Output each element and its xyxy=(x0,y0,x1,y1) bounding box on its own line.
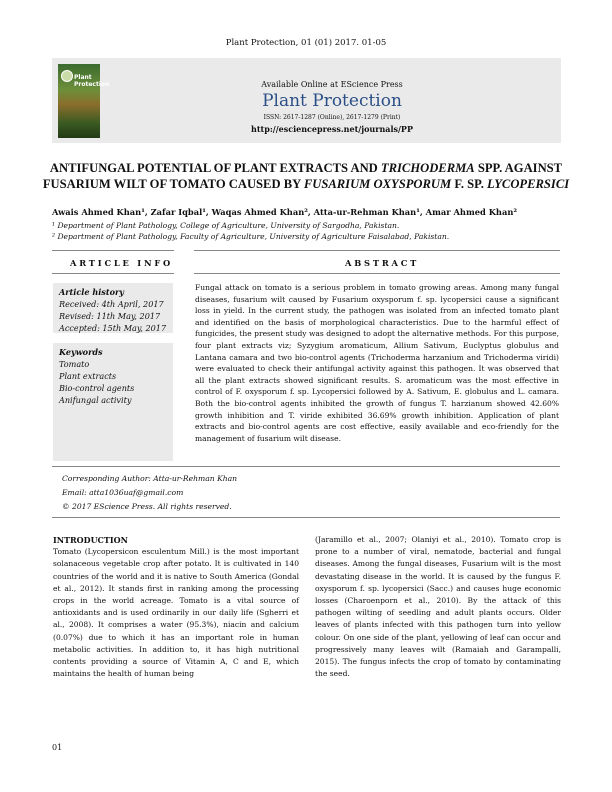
divider xyxy=(194,273,560,274)
cover-title: Plant Protection xyxy=(74,74,110,88)
revised-date: Revised: 11th May, 2017 xyxy=(59,311,161,321)
paper-title: ANTIFUNGAL POTENTIAL OF PLANT EXTRACTS AND TRICHODERMA SPP. AGAINST FUSARIUM WILT OF TOMATO CAUSED BY FUSARIUM OXYSPORUM F. SP. LYCOPERSICI xyxy=(42,161,570,191)
page-number: 01 xyxy=(52,743,63,752)
availability-note: Available Online at EScience Press xyxy=(261,80,403,89)
running-head: Plant Protection, 01 (01) 2017. 01-05 xyxy=(225,38,387,48)
keyword: Anifungal activity xyxy=(59,395,132,405)
divider xyxy=(194,250,560,251)
journal-url[interactable]: http://esciencepress.net/journals/PP xyxy=(251,124,413,134)
keyword: Tomato xyxy=(59,359,90,369)
introduction-column-right: (Jaramillo et al., 2007; Olaniyi et al., 2010). Tomato crop is prone to a number of viral, nematode, bacterial and fungal diseases. Among the fungal diseases, Fusarium wilt is the most devastating disease in the world. It is caused by the fungus F. oxysporum f. sp. lycopersici (Sacc.) and causes huge economic losses (Charoenporn et al., 2010). By the attack of this pathogen wilting of seedling and adult plants occurs. Older leaves of plants infected with this pathogen turn into yellow colour. On one side of the plant, yellowing of leaf can occur and progressively many leaves wilt (Ramaiah and Garampalli, 2015). The fungus infects the crop of tomato by contaminating the seed. xyxy=(315,535,561,679)
journal-title: Plant Protection xyxy=(262,91,402,111)
affiliation-1: ¹ Department of Plant Pathology, College of Agriculture, University of Sargodha, Pakistan. xyxy=(52,221,400,230)
corresponding-author: Corresponding Author: Atta-ur-Rehman Khan xyxy=(62,474,238,483)
keywords-heading: Keywords xyxy=(59,347,103,357)
abstract-text: Fungal attack on tomato is a serious problem in tomato growing areas. Among many fungal diseases, fusarium wilt caused by Fusarium oxysporum f. sp. lycopersici cause a significant loss in yield. In the current study, the pathogen was isolated from an infected tomato plant and identified on the basis of morphological characteristics. Due to the harmful effect of fungicides, the present study was designed to adopt the alternative methods. For this purpose, four plant extracts viz; Syzygium aromaticum, Allium Sativum, Euclyptus globulus and Lantana camara and two bio-control agents (Trichoderma harzanium and Trichoderma viridi) were evaluated to check their antifungal activity against this pathogen. It was observed that all the plant extracts showed significant results. S. aromaticum was the most effective in control of F. oxysporum f. sp. Lycopersici followed by A. Sativum, E. globulus and L. camara. Both the bio-control agents inhibited the growth of fungus T. harzianum showed 42.60% growth inhibition and T. viride exhibited 36.69% growth inhibition. Application of plant extracts and bio-control agents are cost effective, easily available and eco-friendly for the management of fusarium wilt disease. xyxy=(195,283,559,443)
divider xyxy=(52,250,174,251)
keyword: Bio-control agents xyxy=(59,383,135,393)
divider xyxy=(52,517,560,518)
received-date: Received: 4th April, 2017 xyxy=(59,299,164,309)
abstract-heading: ABSTRACT xyxy=(345,258,420,268)
keyword: Plant extracts xyxy=(59,371,117,381)
author-email[interactable]: Email: atta1036uaf@gmail.com xyxy=(62,488,184,497)
history-heading: Article history xyxy=(59,287,124,297)
journal-banner xyxy=(52,58,561,143)
copyright: © 2017 EScience Press. All rights reserved. xyxy=(62,502,232,511)
journal-cover-image xyxy=(58,64,110,138)
issn: ISSN: 2617-1287 (Online), 2617-1279 (Print) xyxy=(263,114,401,121)
introduction-heading: INTRODUCTION xyxy=(53,535,128,545)
author-list: Awais Ahmed Khan¹, Zafar Iqbal¹, Waqas Ahmed Khan², Atta-ur-Rehman Khan¹, Amar Ahmed Khan² xyxy=(52,207,517,217)
article-history xyxy=(53,283,173,333)
divider xyxy=(52,466,560,467)
accepted-date: Accepted: 15th May, 2017 xyxy=(59,323,167,333)
article-info-heading: ARTICLE INFO xyxy=(70,258,174,268)
affiliation-2: ² Department of Plant Pathology, Faculty of Agriculture, University of Agriculture Faisalabad, Pakistan. xyxy=(52,232,450,241)
introduction-paragraph: Tomato (Lycopersicon esculentum Mill.) is the most important solanaceous vegetable crop after potato. It is cultivated in 140 countries of the world and it is native to South America (Gondal et al., 2012). It stands first in ranking among the processing crops in the world acreage. Tomato is a vital source of antioxidants and is used ordinarily in our daily life (Sgherri et al., 2008). It comprises a water (95.3%), niacin and calcium (0.07%) due to which it has an important role in human metabolic activities. In addition to, it has high nutritional contents providing a source of Vitamin A, C and E, which maintains the health of human being xyxy=(53,547,299,679)
divider xyxy=(52,273,174,274)
introduction-column-left xyxy=(53,534,299,680)
keywords-panel xyxy=(53,343,173,461)
leaf-logo-icon xyxy=(61,70,73,82)
